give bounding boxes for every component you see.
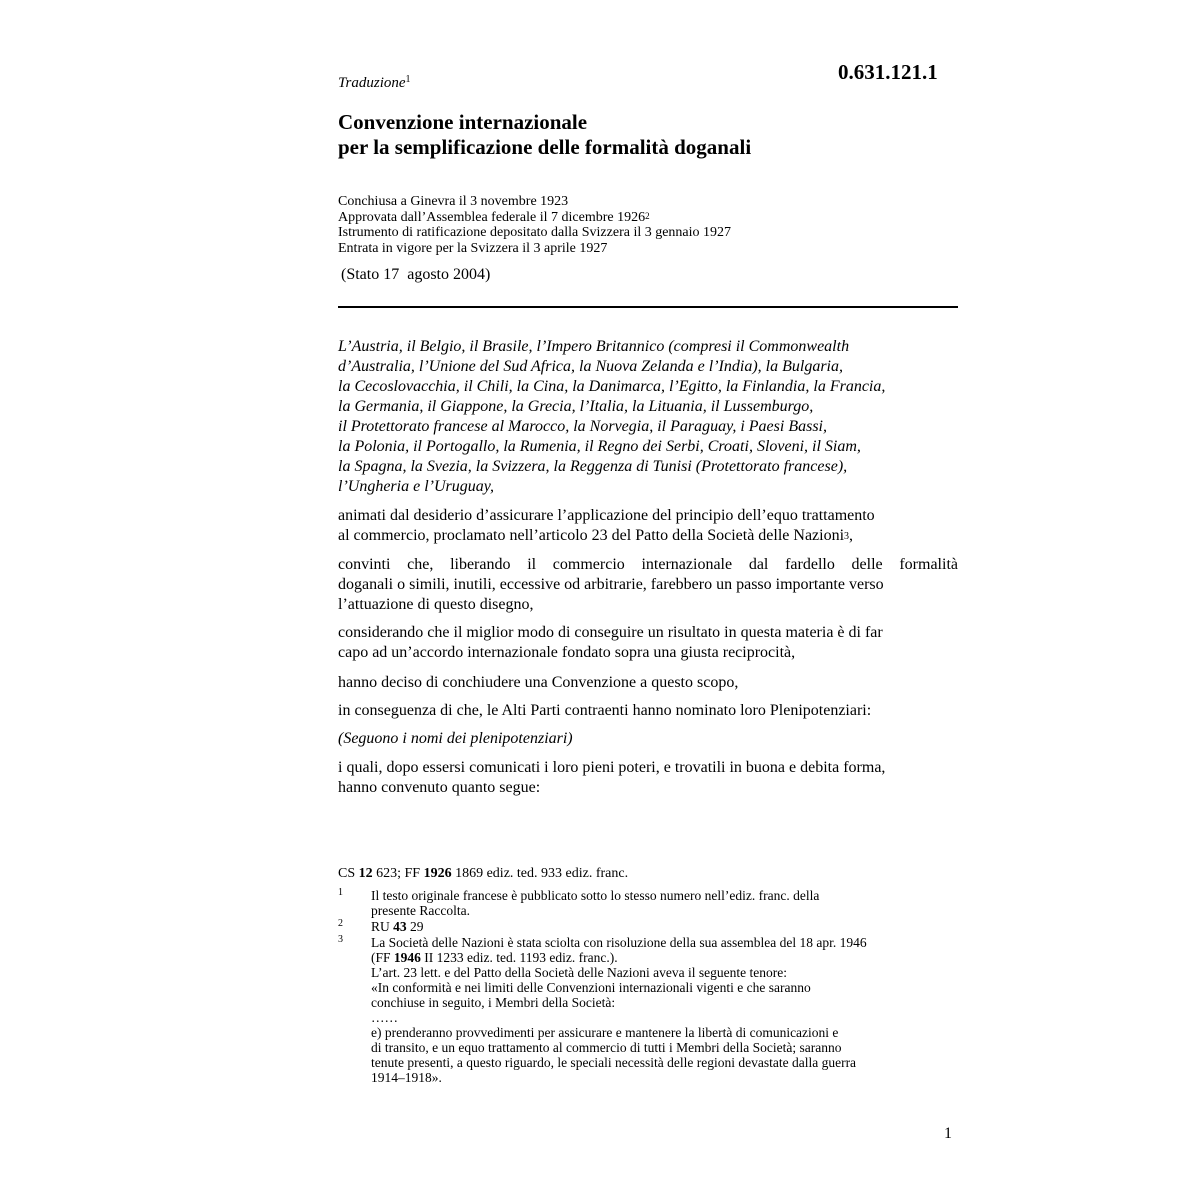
paragraph-text: al commercio, proclamato nell’articolo 23 del Patto della Società delle Nazioni (338, 527, 845, 544)
source-reference (338, 866, 628, 882)
document-metadata (338, 194, 731, 256)
document-title (338, 110, 751, 160)
footnote-line (371, 919, 958, 934)
paragraph-line: i quali, dopo essersi comunicati i loro pieni poteri, e trovatili in buona e debita forma, (338, 759, 886, 776)
meta-concluded: Conchiusa a Ginevra il 3 novembre 1923 (338, 194, 569, 209)
paragraph-line: in conseguenza di che, le Alti Parti contraenti hanno nominato loro Plenipotenziari: (338, 702, 872, 719)
footnote-2 (338, 919, 958, 934)
preamble-paragraph-4 (338, 673, 958, 693)
paragraph-line (338, 526, 958, 546)
footnote-volume: 43 (393, 919, 407, 934)
footnote-line: Il testo originale francese è pubblicato sotto lo stesso numero nell’ediz. franc. della (371, 888, 820, 903)
translation-text: Traduzione (338, 75, 406, 91)
translation-label (338, 75, 411, 92)
footnote-year: 1946 (393, 950, 421, 965)
source-year: 1926 (423, 866, 452, 881)
preamble-paragraph-6 (338, 729, 958, 749)
parties-line: il Protettorato francese al Marocco, la Norvegia, il Paraguay, i Paesi Bassi, (338, 418, 827, 435)
parties-line: d’Australia, l’Unione del Sud Africa, la Nuova Zelanda e l’India), la Bulgaria, (338, 358, 843, 375)
title-line-2: per la semplificazione delle formalità doganali (338, 135, 752, 159)
header-divider (338, 306, 958, 308)
footnote-line: La Società delle Nazioni è stata sciolta con risoluzione della sua assemblea del 18 apr. 1946 (371, 935, 867, 950)
footnote-ref-2[interactable]: 2 (645, 210, 650, 221)
footnote-number: 1 (338, 887, 343, 898)
source-text: 623; FF (376, 866, 421, 881)
preamble-parties (338, 337, 958, 497)
paragraph-line: convinti che, liberando il commercio internazionale dal fardello delle formalità (338, 556, 958, 573)
preamble-paragraph-3 (338, 623, 958, 663)
meta-in-force: Entrata in vigore per la Svizzera il 3 aprile 1927 (338, 240, 608, 256)
paragraph-line: considerando che il miglior modo di conseguire un risultato in questa materia è di far (338, 624, 883, 641)
paragraph-line: l’attuazione di questo disegno, (338, 596, 534, 613)
footnote-line: «In conformità e nei limiti delle Convenzioni internazionali vigenti e che saranno (371, 980, 811, 995)
footnote-line: presente Raccolta. (371, 903, 470, 918)
footnote-line: 1914–1918». (371, 1070, 442, 1085)
source-text: 1869 ediz. ted. 933 ediz. franc. (455, 866, 629, 881)
paragraph-line: animati dal desiderio d’assicurare l’applicazione del principio dell’equo trattamento (338, 507, 875, 524)
footnote-number: 2 (338, 918, 343, 929)
footnote-number: 3 (338, 934, 343, 945)
source-text: CS (338, 866, 356, 881)
footnote-line: di transito, e un equo trattamento al commercio di tutti i Membri della Società; saranno (371, 1040, 842, 1055)
footnote-text: (FF (371, 950, 391, 965)
status-date: (Stato 17 agosto 2004) (341, 266, 491, 283)
page-number: 1 (944, 1125, 952, 1142)
preamble-paragraph-7 (338, 758, 958, 798)
parties-line: l’Ungheria e l’Uruguay, (338, 478, 494, 495)
paragraph-line: doganali o simili, inutili, eccessive od arbitrarie, farebbero un passo importante verso (338, 576, 884, 593)
preamble-paragraph-2 (338, 555, 958, 615)
parties-line: la Cecoslovacchia, il Chili, la Cina, la Danimarca, l’Egitto, la Finlandia, la Francia, (338, 378, 886, 395)
meta-approved-line (338, 210, 731, 226)
paragraph-line: hanno deciso di conchiudere una Convenzione a questo scopo, (338, 674, 739, 691)
parties-line: L’Austria, il Belgio, il Brasile, l’Impero Britannico (compresi il Commonwealth (338, 338, 850, 355)
footnote-3 (338, 935, 958, 1085)
footnote-line (371, 950, 958, 965)
footnote-line: …… (371, 1010, 398, 1025)
footnote-line: L’art. 23 lett. e del Patto della Società delle Nazioni aveva il seguente tenore: (371, 965, 787, 980)
parties-line: la Germania, il Giappone, la Grecia, l’Italia, la Lituania, il Lussemburgo, (338, 398, 814, 415)
footnote-ref-1[interactable]: 1 (405, 74, 411, 85)
footnote-1 (338, 888, 958, 918)
footnote-line: e) prenderanno provvedimenti per assicurare e mantenere la libertà di comunicazioni e (371, 1025, 839, 1040)
sr-number: 0.631.121.1 (838, 60, 938, 84)
meta-approved: Approvata dall’Assemblea federale il 7 dicembre 1926 (338, 209, 646, 225)
source-volume: 12 (358, 866, 373, 881)
paragraph-line: capo ad un’accordo internazionale fondato sopra una giusta reciprocità, (338, 644, 796, 661)
parties-line: la Spagna, la Svezia, la Svizzera, la Reggenza di Tunisi (Protettorato francese), (338, 458, 848, 475)
preamble-paragraph-5 (338, 701, 958, 721)
paragraph-text: , (849, 527, 854, 544)
footnote-ref-3[interactable]: 3 (844, 531, 850, 542)
title-line-1: Convenzione internazionale (338, 110, 588, 134)
footnote-text: II 1233 ediz. ted. 1193 ediz. franc.). (424, 950, 618, 965)
preamble-paragraph-1 (338, 506, 958, 546)
paragraph-line: (Seguono i nomi dei plenipotenziari) (338, 730, 573, 747)
meta-ratification: Istrumento di ratificazione depositato dalla Svizzera il 3 gennaio 1927 (338, 225, 732, 240)
footnote-text: 29 (410, 919, 424, 934)
footnote-line: tenute presenti, a questo riguardo, le speciali necessità delle regioni devastate dalla guerra (371, 1055, 857, 1070)
footnote-text: RU (371, 919, 390, 934)
paragraph-line: hanno convenuto quanto segue: (338, 779, 541, 796)
parties-line: la Polonia, il Portogallo, la Rumenia, il Regno dei Serbi, Croati, Sloveni, il Siam, (338, 438, 861, 455)
footnote-line: conchiuse in seguito, i Membri della Società: (371, 995, 616, 1010)
